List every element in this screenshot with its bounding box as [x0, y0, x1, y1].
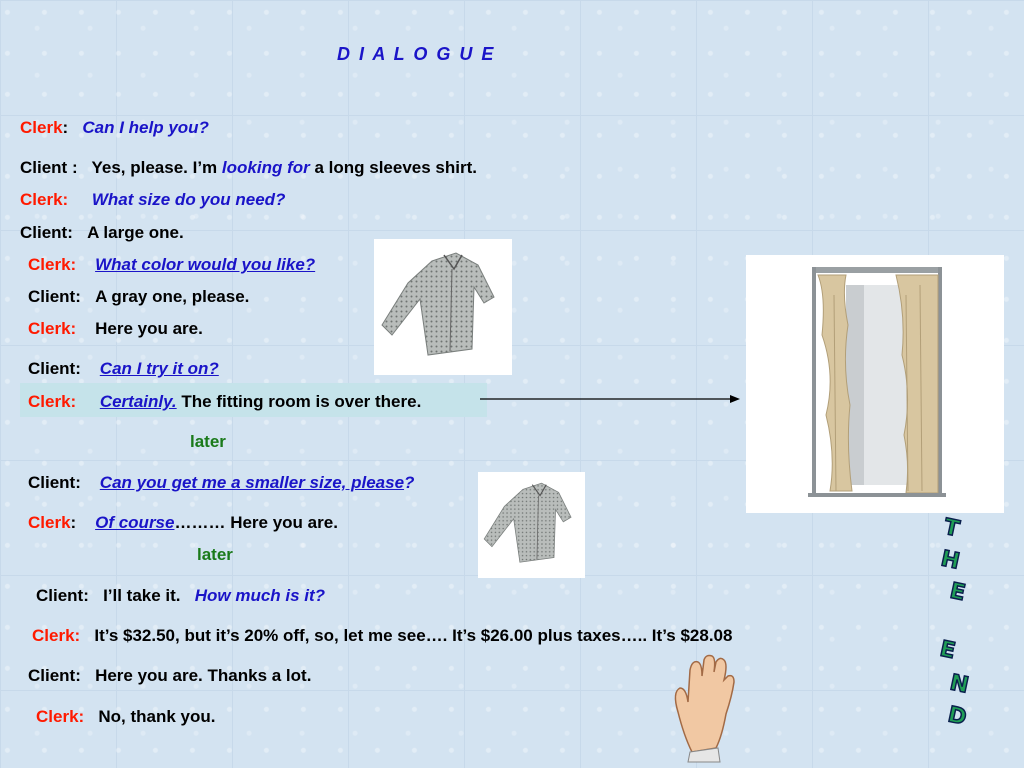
end-letter: T — [941, 514, 962, 543]
dialogue-line: Clerk: Certainly. The fitting room is over there. — [28, 392, 422, 411]
speaker-label: Client: — [36, 586, 89, 605]
shirt-image — [374, 239, 512, 375]
later-label: later — [190, 432, 226, 451]
dialogue-line: Client: A gray one, please. — [28, 287, 250, 306]
speaker-label: Clerk: — [28, 319, 77, 338]
speaker-label: Clerk — [20, 118, 63, 137]
dialogue-line: Clerk: Of course……… Here you are. — [28, 513, 338, 532]
page-title: D I A L O G U E — [337, 44, 496, 64]
speaker-label: Client: — [28, 287, 81, 306]
speaker-label: Client : — [20, 158, 78, 177]
end-letter: E — [937, 636, 958, 665]
speaker-label: Clerk — [28, 513, 71, 532]
end-letter: N — [947, 670, 971, 699]
dialogue-line: Clerk: It’s $32.50, but it’s 20% off, so, let me see…. It’s $26.00 plus taxes….. It’s $28.08 — [32, 626, 733, 645]
fitting-room-image — [746, 255, 1004, 513]
hyperlink-text[interactable]: Can you get me a smaller size, please — [99, 473, 405, 492]
speaker-label: Clerk: — [28, 392, 77, 411]
dialogue-line: Clerk: No, thank you. — [36, 707, 216, 726]
speaker-label: Clerk: — [32, 626, 81, 645]
line-text: Can I help you? — [82, 118, 209, 137]
dialogue-line — [28, 359, 219, 379]
dialogue-line: Client: A large one. — [20, 223, 184, 242]
dialogue-line: Clerk: Here you are. — [28, 319, 203, 338]
later-label: later — [197, 545, 233, 564]
end-letter: D — [945, 702, 969, 731]
arrow-icon — [480, 392, 742, 408]
end-letter: H — [938, 546, 962, 575]
hyperlink-text[interactable]: Certainly. — [99, 392, 177, 411]
speaker-label: Client: — [20, 223, 73, 242]
shirt-icon — [374, 239, 512, 375]
dialogue-line: Client: I’ll take it. How much is it? — [36, 586, 326, 605]
speaker-label: Client: — [28, 473, 81, 492]
hyperlink-text[interactable]: What color would you like? — [95, 255, 316, 274]
shirt-icon — [478, 472, 585, 578]
dialogue-line: Client: Here you are. Thanks a lot. — [28, 666, 312, 685]
speaker-label: Clerk: — [20, 190, 69, 209]
dialogue-line: Clerk: What size do you need? — [20, 190, 286, 209]
dialogue-line: Clerk: Can I help you? — [20, 118, 209, 137]
dialogue-line — [28, 255, 315, 275]
dialogue-line: Client : Yes, please. I’m looking for a long sleeves shirt. — [20, 158, 477, 177]
speaker-label: Client: — [28, 666, 81, 685]
dialogue-line: Client: Can you get me a smaller size, please? — [28, 473, 415, 492]
speaker-label: Clerk: — [28, 255, 77, 274]
end-letter: E — [947, 578, 968, 607]
speaker-label: Client: — [28, 359, 81, 378]
speaker-label: Clerk: — [36, 707, 85, 726]
hyperlink-text[interactable]: Can I try it on? — [99, 359, 219, 378]
waving-hand-icon — [670, 652, 740, 764]
hyperlink-text[interactable]: Of course — [95, 513, 175, 532]
fitting-room-icon — [746, 255, 1004, 513]
shirt-image — [478, 472, 585, 578]
